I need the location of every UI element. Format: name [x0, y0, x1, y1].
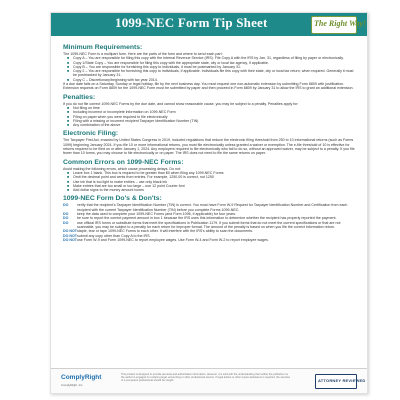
bullet-text: Copy C – Discretionary/beginning with tax year 2014.: [73, 77, 158, 82]
bullet-icon: ■: [67, 56, 70, 61]
section-heading: Penalties:: [63, 93, 96, 101]
bullet-item: [63, 69, 355, 78]
do-dont-label: DO: [63, 203, 69, 208]
do-dont-label: DO NOT: [63, 237, 77, 242]
bullet-icon: ■: [67, 60, 70, 65]
bullet-item: [63, 123, 355, 127]
bullet-icon: ■: [67, 64, 70, 69]
section-note: If a due date falls on a Saturday, Sunday or legal holiday, file by the next business day. You must request one non-automatic extension by submitting Form 8809 with justification. Extension requests on Form 8809 for the 1099-NEC Form must be submitted by paper and then proceed in Form 8809 by January 31 to allow the IRS to grant an additional extension.: [63, 82, 354, 91]
bullet-text: Including incorrect or incomplete information on 1099-NEC Form: [73, 110, 176, 115]
section-intro: The 1099-NEC Form is a multipart form. Here are the parts of the form and where to send each part:: [63, 52, 223, 56]
do-dont-text: keep the data used to complete your 1099-NEC Forms (and Form 1096, if applicable) for four years.: [77, 212, 237, 217]
bullet-icon: ■: [67, 114, 70, 119]
bullet-icon: ■: [67, 179, 70, 184]
bullet-icon: ■: [67, 123, 70, 128]
do-dont-item: [63, 203, 355, 212]
bullet-text: Use ink that is too light to make entries – use only black ink: [73, 179, 168, 184]
do-dont-text: be sure to report the correct payment amount in box 1 because the IRS uses this information to determine whether the recipient has properly reported the payment.: [77, 216, 337, 221]
brand-logo: ComplyRight: [61, 374, 102, 381]
do-dont-item: [63, 238, 355, 242]
bullet-text: Any combination of the above: [73, 123, 121, 128]
section-heading: Minimum Requirements:: [63, 44, 143, 51]
bullet-text: Omit the decimal point and cents from entries. For example, 1250.00 is correct, not 1250: [73, 175, 214, 180]
bullet-text: Copy 1/State Copy – You are responsible for filing this copy with the appropriate state, city or local tax agency, if applicable.: [73, 60, 269, 65]
bullet-icon: ■: [67, 175, 70, 180]
do-dont-label: DO: [63, 212, 69, 217]
tip-sheet-body: [63, 41, 355, 242]
do-dont-text: use Form W-9 and Form 1099-NEC to report employee wages. Use Form W-4 and Form W-2 to report employee wages.: [77, 237, 269, 242]
the-right-way-logo: [311, 16, 367, 34]
bullet-text: Copy B – You are responsible for furnishing this copy to individuals, it must be postmarked by January 31.: [73, 64, 242, 69]
bullet-icon: ■: [67, 69, 70, 74]
bullet-item: [63, 188, 355, 192]
bullet-text: Filing on paper when you were required to file electronically: [73, 114, 168, 119]
attorney-reviewed-badge: [315, 374, 366, 389]
do-dont-label: DO: [63, 216, 69, 221]
bullet-item: [63, 78, 355, 82]
do-dont-text: use official IRS forms or substitute forms that meet the specifications in Publication 1179. If you submit forms that do not meet the current specifications or that are not scannable, you may be subject to a penalty for each return for improper format. The amount of the penalty is based on when you file the correct information return.: [77, 220, 341, 229]
do-dont-label: DO NOT: [63, 233, 77, 238]
section-intro: The Taxpayer First Act, enacted by United States Congress in 2019, included regulations that reduce the electronic filing threshold from 250 to 10 informational returns (such as Forms 1099) beginning January 2024. If you file 10 or more informational returns, you must file electronically unless granted a waiver or exemption. The e-file threshold of 10 is effective for returns required to be filed on or after January 1, 2024. Any employers required to file electronically who fail to do so, without an approved waiver, may be subject to a penalty. If you file fewer than 10 forms, you may choose to file electronically or on paper. The IRS does not need to file the same returns on paper.: [63, 138, 355, 156]
section-heading: 1099-NEC Form Do's & Don'ts:: [63, 195, 162, 203]
bullet-text: Add dollar signs to the money amount boxes: [73, 188, 144, 193]
do-dont-text: verify that the recipient's Taxpayer Identification Number (TIN) is correct. You must have Form W-9 Request for Taxpayer Identification Number and Certification from each recipient with the current Taxpayer Identification Number (TIN) before you complete Forms 1099-NEC.: [77, 203, 348, 212]
page-footer: [51, 368, 367, 393]
do-dont-label: DO NOT: [63, 229, 77, 234]
section-heading: Common Errors on 1099-NEC Forms:: [63, 158, 184, 166]
bullet-text: Not filing on time: [73, 105, 100, 110]
do-dont-item: [63, 221, 355, 230]
title-banner: [51, 13, 367, 36]
page-title: 1099-NEC Form Tip Sheet: [115, 15, 268, 30]
bullet-icon: ■: [67, 170, 70, 175]
bullet-text: Leave box 1 blank. This box is required to be greater than $0 when filing any 1099-NEC Forms: [73, 170, 224, 175]
do-dont-label: DO: [63, 220, 69, 225]
section-heading: Electronic Filing:: [63, 130, 119, 138]
bullet-icon: ■: [67, 118, 70, 123]
bullet-text: Copy A – You are responsible for filing this copy with the Internal Revenue Service (IRS). File Copy A with the IRS by Jan. 31, regardless of filing by paper or electronically.: [73, 56, 344, 61]
do-dont-text: staple, tear or tape 1099-NEC Forms to each other. It will interfere with the IRS's ability to scan the documents.: [77, 229, 254, 234]
section-intro: Avoid making the following errors, which cause processing delays. Do not:: [63, 166, 181, 171]
bullet-icon: ■: [67, 105, 70, 110]
bullet-icon: ■: [67, 183, 70, 188]
bullet-icon: ■: [67, 110, 70, 115]
disclaimer-text: This product is designed to provide accurate and authoritative information. However, it is sold with the understanding that neither the publisher nor the author is engaged in rendering legal, accounting or other professional service. If legal advice or other expert assistance is required, the services of a competent professional should be sought.: [121, 373, 290, 383]
bullet-text: Copy 2 – You are responsible for furnishing this copy to individuals, if applicable. Individuals file this copy with their state, city or local tax return, when required. Generally it must be postmarked by January 31.: [73, 69, 354, 78]
tip-sheet-page: [50, 12, 368, 394]
do-dont-text: submit any copy other than Copy A to the IRS.: [77, 233, 151, 238]
bullet-text: Make entries that are too small or too large – use 12 point Courier font: [73, 183, 185, 188]
bullet-icon: ■: [67, 77, 70, 82]
bullet-icon: ■: [67, 188, 70, 193]
badge-label: ATTORNEY REVIEWED: [318, 378, 366, 383]
logo-text: The Right Way!: [314, 19, 367, 28]
bullet-text: Filing with a missing or incorrect recipient Taxpayer Identification Number (TIN): [73, 118, 199, 123]
brand-subtext: ComplyRight, Inc.: [61, 383, 84, 387]
section-intro: If you do not file correct 1099-NEC Forms by the due date, and cannot show reasonable cause, you may be subject to a penalty. Penalties apply for:: [63, 101, 299, 106]
